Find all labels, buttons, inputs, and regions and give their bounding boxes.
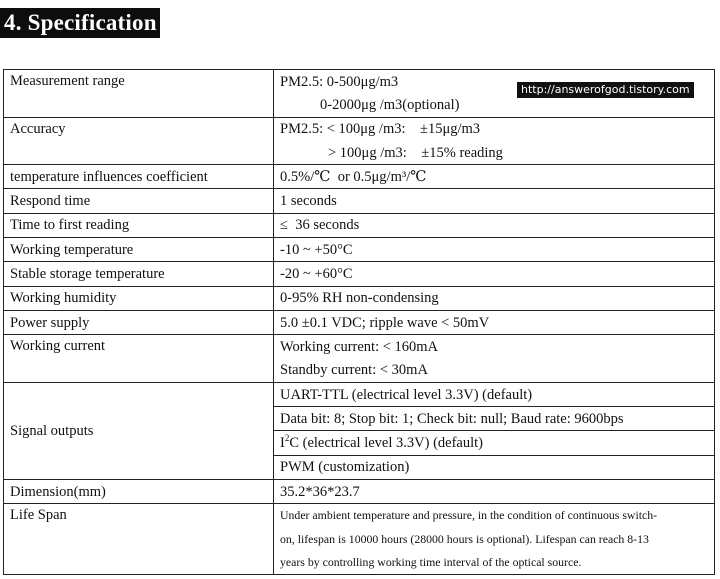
table-row — [4, 262, 715, 286]
spec-value: 0-95% RH non-condensing — [274, 286, 715, 310]
spec-value: PWM (customization) — [274, 455, 715, 479]
table-row — [4, 310, 715, 334]
spec-value: -10 ~ +50°C — [274, 238, 715, 262]
lifespan-line: on, lifespan is 10000 hours (28000 hours is optional). Lifespan can reach 8-13 — [280, 531, 649, 546]
spec-value: 0-2000μg /m3(optional) — [274, 93, 715, 117]
spec-label: Time to first reading — [4, 213, 274, 237]
spec-value — [274, 431, 715, 455]
section-heading: 4. Specification — [0, 8, 160, 38]
spec-label: Respond time — [4, 189, 274, 213]
spec-value: 1 seconds — [274, 189, 715, 213]
lifespan-line: years by controlling working time interval of the optical source. — [280, 554, 582, 569]
table-row — [4, 117, 715, 141]
spec-value-lifespan — [274, 504, 715, 575]
lifespan-line: Under ambient temperature and pressure, in the condition of continuous switch- — [280, 508, 658, 523]
spec-label: Working current — [4, 335, 274, 383]
spec-value: ≤ 36 seconds — [274, 213, 715, 237]
table-row — [4, 480, 715, 504]
specification-table — [3, 69, 715, 575]
spec-label: Life Span — [4, 504, 274, 575]
table-row — [4, 286, 715, 310]
table-row — [4, 189, 715, 213]
spec-label: Accuracy — [4, 117, 274, 165]
spec-value: 5.0 ±0.1 VDC; ripple wave < 50mV — [274, 310, 715, 334]
spec-label: Measurement range — [4, 70, 274, 118]
spec-value-prefix: I — [280, 435, 285, 452]
spec-value: PM2.5: 0-500μg/m3 — [274, 70, 715, 94]
table-row — [4, 382, 715, 406]
spec-label: Working temperature — [4, 238, 274, 262]
spec-value: Working current: < 160mA — [274, 335, 715, 359]
spec-value: > 100μg /m3: ±15% reading — [274, 141, 715, 165]
table-row — [4, 504, 715, 575]
table-row — [4, 213, 715, 237]
spec-value-rest: C (electrical level 3.3V) (default) — [289, 435, 483, 452]
spec-value: 35.2*36*23.7 — [274, 480, 715, 504]
spec-label: Signal outputs — [4, 382, 274, 479]
spec-value: -20 ~ +60°C — [274, 262, 715, 286]
table-row — [4, 165, 715, 189]
spec-label: Working humidity — [4, 286, 274, 310]
spec-value: Standby current: < 30mA — [274, 359, 715, 383]
spec-label: Stable storage temperature — [4, 262, 274, 286]
spec-value: 0.5%/℃ or 0.5μg/m³/℃ — [274, 165, 715, 189]
table-row — [4, 238, 715, 262]
spec-label: Power supply — [4, 310, 274, 334]
spec-value: UART-TTL (electrical level 3.3V) (default) — [274, 382, 715, 406]
watermark-url: http://answerofgod.tistory.com — [517, 82, 694, 98]
spec-label: temperature influences coefficient — [4, 165, 274, 189]
spec-value: Data bit: 8; Stop bit: 1; Check bit: null; Baud rate: 9600bps — [274, 407, 715, 431]
spec-value: PM2.5: < 100μg /m3: ±15μg/m3 — [274, 117, 715, 141]
superscript: 2 — [284, 433, 290, 444]
spec-label: Dimension(mm) — [4, 480, 274, 504]
table-row — [4, 335, 715, 359]
